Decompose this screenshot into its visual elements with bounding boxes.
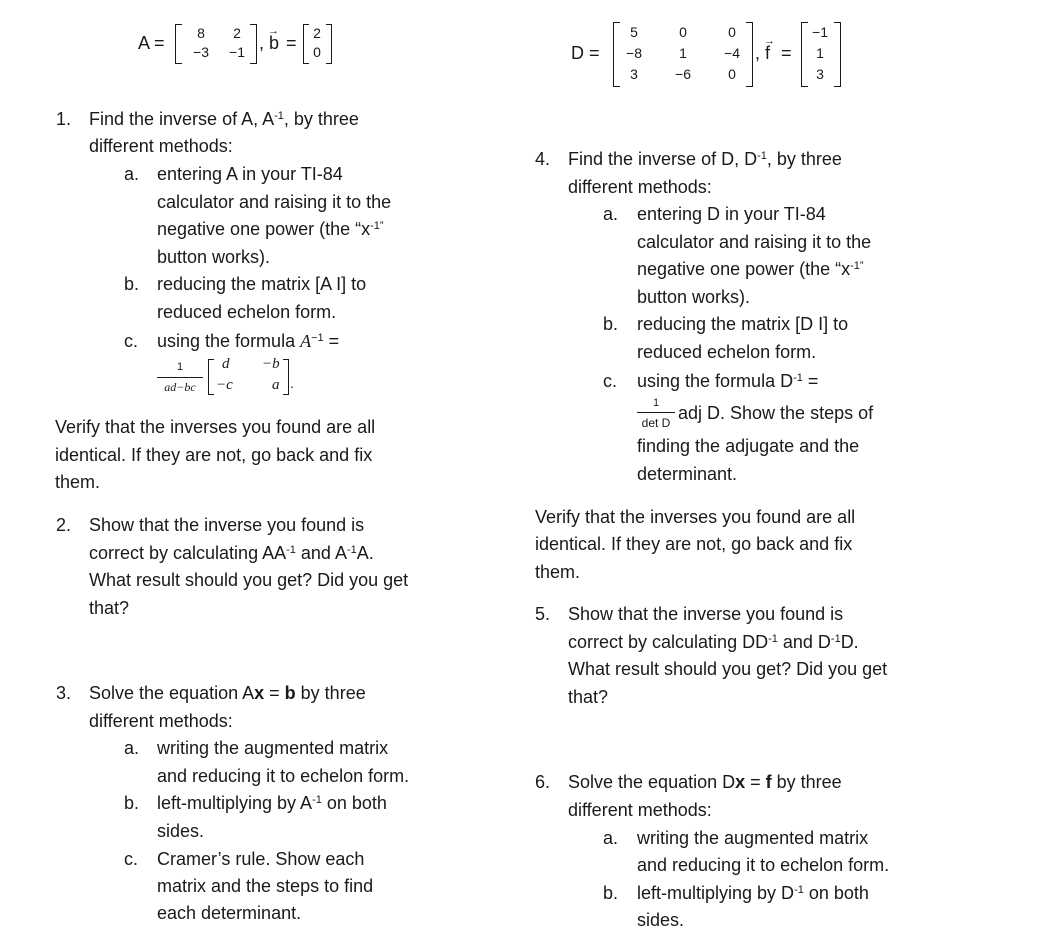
matrix-a-cell: −1	[229, 44, 245, 60]
fraction-bar	[637, 412, 675, 413]
fraction-numerator: 1	[176, 361, 184, 373]
question-number: 4.	[535, 149, 551, 169]
sub-marker: a.	[124, 164, 140, 184]
comma: ,	[755, 43, 761, 63]
matrix-a-left-bracket	[175, 24, 182, 64]
question-text: different methods:	[89, 136, 233, 156]
comma: ,	[259, 33, 265, 53]
formula-period: .	[290, 375, 294, 391]
question-number: 5.	[535, 604, 551, 624]
sub-marker: a.	[603, 828, 619, 848]
question-number: 3.	[56, 683, 72, 703]
matrix-d-cell: 1	[679, 45, 687, 61]
sub-text: reduced echelon form.	[157, 302, 337, 322]
paragraph-line: Verify that the inverses you found are all	[55, 417, 376, 437]
matrix-d-cell: −8	[626, 45, 642, 61]
sub-marker: b.	[124, 274, 140, 294]
matrix-d-cell: 3	[630, 66, 638, 82]
question-number: 1.	[56, 109, 72, 129]
formula-cell: a	[272, 377, 280, 393]
sub-marker: c.	[124, 849, 139, 869]
sub-text: writing the augmented matrix	[637, 828, 869, 848]
matrix-a-label: A =	[138, 33, 165, 53]
vector-b-name: → b	[269, 32, 279, 54]
vector-f-cell: 1	[816, 45, 824, 61]
equals: =	[781, 43, 792, 63]
question-text: correct by calculating $DD^{-1}$ and $D^{-1}D$.	[568, 632, 859, 652]
question-number: 2.	[56, 515, 72, 535]
sub-marker: b.	[124, 793, 140, 813]
sub-text: negative one power (the “$x^{-1”}$	[637, 259, 864, 279]
matrix-d-label: D =	[571, 43, 600, 63]
sub-text: using the formula $A^{-1}$ =	[157, 331, 340, 351]
equals: =	[286, 33, 297, 53]
question-text: correct by calculating $AA^{-1}$ and $A^{-1}A$.	[89, 543, 374, 563]
paragraph-line: identical. If they are not, go back and fix	[535, 534, 853, 554]
sub-marker: b.	[603, 883, 619, 903]
vector-f-right-bracket	[834, 22, 841, 87]
question-text: different methods:	[568, 800, 712, 820]
sub-text: calculator and raising it to the	[157, 192, 392, 212]
sub-marker: a.	[603, 204, 619, 224]
sub-text: reduced echelon form.	[637, 342, 817, 362]
matrix-d-cell: 0	[728, 66, 736, 82]
paragraph-line: Verify that the inverses you found are all	[535, 507, 856, 527]
sub-text: entering D in your TI-84	[637, 204, 826, 224]
sub-text: and reducing it to echelon form.	[157, 766, 410, 786]
matrix-d-cell: −4	[724, 45, 740, 61]
question-text: different methods:	[89, 711, 233, 731]
vector-f-name: → f	[765, 42, 770, 64]
matrix-a-cell: −3	[193, 44, 209, 60]
matrix-d-right-bracket	[746, 22, 753, 87]
sub-text: and reducing it to echelon form.	[637, 855, 890, 875]
sub-text: button works).	[157, 247, 271, 267]
sub-text: calculator and raising it to the	[637, 232, 872, 252]
vector-b-right-bracket	[326, 24, 332, 64]
question-text: What result should you get? Did you get	[89, 570, 409, 590]
sub-text: reducing the matrix [A I] to	[157, 274, 367, 294]
sub-text: using the formula $D^{-1}$ =	[637, 371, 819, 391]
question-text: Solve the equation Ax = b by three	[89, 683, 366, 703]
vector-b-cell: 0	[313, 44, 321, 60]
question-text: Show that the inverse you found is	[89, 515, 365, 535]
paragraph-line: identical. If they are not, go back and fix	[55, 445, 373, 465]
matrix-d-cell: 5	[630, 24, 638, 40]
matrix-a-right-bracket	[250, 24, 257, 64]
matrix-d-cell: 0	[679, 24, 687, 40]
sub-text: matrix and the steps to find	[157, 876, 374, 896]
sub-text: sides.	[157, 821, 205, 841]
formula-left-bracket	[208, 359, 214, 395]
formula-right-bracket	[283, 359, 289, 395]
question-text: Show that the inverse you found is	[568, 604, 844, 624]
question-number: 6.	[535, 772, 551, 792]
sub-text: entering A in your TI-84	[157, 164, 343, 184]
sub-text: writing the augmented matrix	[157, 738, 389, 758]
formula-cell: −b	[262, 356, 280, 372]
question-text: that?	[89, 598, 130, 618]
question-text: different methods:	[568, 177, 712, 197]
sub-text: left-multiplying by $D^{-1}$ on both	[637, 883, 869, 903]
sub-text: adj D. Show the steps of	[678, 403, 874, 423]
sub-marker: b.	[603, 314, 619, 334]
sub-text: sides.	[637, 910, 685, 930]
paragraph-line: them.	[55, 472, 101, 492]
matrix-d-left-bracket	[613, 22, 620, 87]
sub-text: each determinant.	[157, 903, 302, 923]
formula-cell: −c	[216, 377, 233, 393]
matrix-a-cell: 8	[197, 25, 205, 41]
matrix-d-cell: 0	[728, 24, 736, 40]
question-text: Find the inverse of A, $A^{-1}$, by three	[89, 109, 359, 129]
formula-cell: d	[222, 356, 230, 372]
matrix-a-cell: 2	[233, 25, 241, 41]
fraction-denominator: ad−bc	[164, 380, 196, 394]
sub-text: reducing the matrix [D I] to	[637, 314, 849, 334]
fraction-numerator: 1	[652, 397, 660, 409]
sub-text: finding the adjugate and the	[637, 436, 860, 456]
sub-text: left-multiplying by $A^{-1}$ on both	[157, 793, 387, 813]
question-text: Find the inverse of D, $D^{-1}$, by three	[568, 149, 842, 169]
vector-b-cell: 2	[313, 25, 321, 41]
sub-marker: c.	[603, 371, 618, 391]
vector-f-cell: −1	[812, 24, 828, 40]
sub-marker: a.	[124, 738, 140, 758]
paragraph-line: them.	[535, 562, 581, 582]
question-text: Solve the equation Dx = f by three	[568, 772, 842, 792]
sub-text: negative one power (the “$x^{-1”}$	[157, 219, 384, 239]
vector-f-cell: 3	[816, 66, 824, 82]
fraction-denominator: det D	[641, 416, 671, 430]
sub-marker: c.	[124, 331, 139, 351]
question-text: that?	[568, 687, 609, 707]
sub-text: Cramer’s rule. Show each	[157, 849, 365, 869]
matrix-d-cell: −6	[675, 66, 691, 82]
sub-text: determinant.	[637, 464, 738, 484]
sub-text: button works).	[637, 287, 751, 307]
question-text: What result should you get? Did you get	[568, 659, 888, 679]
